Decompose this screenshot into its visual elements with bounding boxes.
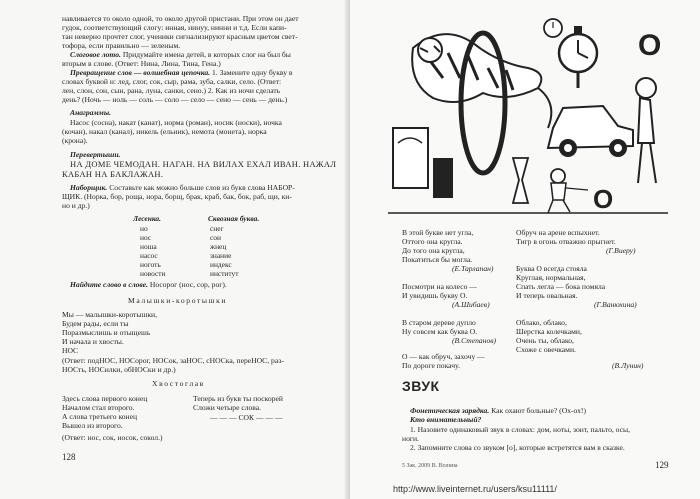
poem-line: В старом дереве дупло: [402, 318, 476, 327]
poem1-title: Малышки-коротышки: [128, 296, 228, 305]
ladder-word: насос: [140, 251, 158, 260]
poem1-line: НОС: [62, 346, 79, 355]
poem2-title: Хвостоглав: [152, 379, 205, 388]
left-page: [0, 0, 348, 499]
loto-paragraph: [70, 50, 291, 59]
anagram-line-3: (крона).: [62, 136, 88, 145]
phon-text: Как охают больные? (Ох-ох!): [491, 406, 586, 415]
phon-title: Фонетическая зарядка.: [410, 406, 490, 415]
chain-line-2: словах буквой н: лед, слог, сок, сыр, рама, зуба, салки, село. (Ответ:: [62, 77, 282, 86]
typeset-line-2: ЩИК. (Норка, бор, роща, нора, борщ, брак, краб, бак, бок, раб, щи, ки-: [62, 192, 292, 201]
ladder-word: ноша: [140, 242, 157, 251]
through-word: жнец: [210, 242, 227, 251]
find-title: Найдите слово в слове.: [70, 280, 148, 289]
poem-line: Буква О всегда стояла: [516, 264, 587, 273]
poem-line: И увидишь букву О.: [402, 291, 468, 300]
phon-paragraph: [410, 406, 586, 415]
chain-line-1: 1. Замените одну букву в: [211, 68, 293, 77]
through-word: знание: [210, 251, 232, 260]
poem-line: Покатиться бы могла.: [402, 255, 473, 264]
poem1-line: Будем рады, если ты: [62, 319, 129, 328]
task-line: 2. Запомните слова со звуком [о], которые встретятся вам в сказке.: [410, 443, 625, 452]
tiger-figure: [412, 34, 551, 128]
poem-author: (Г.Виеру): [606, 246, 636, 255]
loto-line-2: вторым в слове. (Ответ: Нина, Лина, Тина, Гена.): [62, 59, 221, 68]
typeset-title: Наборщик.: [70, 183, 108, 192]
poem-line: Тигр в огонь отважно прыгнет.: [516, 237, 616, 246]
poem-line: Посмотри на колесо —: [402, 282, 477, 291]
section-title: ЗВУК: [402, 378, 440, 394]
intro-line-2: гудок, соответствующий слогу: инная, нинуу, нинни и т.д. Если капи-: [62, 23, 287, 32]
intro-line-1: навливается то около одной, то около другой пристани. При этом он дает: [62, 14, 299, 23]
letter-o-small: O: [593, 184, 614, 214]
ladder-word: ноготь: [140, 260, 161, 269]
print-footnote: 5 Зак. 2009 В. Волина: [402, 463, 458, 469]
poem1-line: Мы — малышки-коротышки,: [62, 310, 157, 319]
typeset-line-3: но и др.): [62, 201, 90, 210]
poem2-left-line: Вышел из второго.: [62, 421, 123, 430]
find-text: Носорог (нос, сор, рог).: [149, 280, 227, 289]
poem-author: (А.Шибаев): [452, 300, 490, 309]
poem2-right-line: — — — СОК — — —: [210, 413, 283, 422]
anagram-line-1: Насос (сосна), накат (канат), норма (роман), носик (носки), ночка: [70, 118, 282, 127]
poem-author: (Г.Ванюхина): [594, 300, 637, 309]
attent-title: Кто внимательный?: [410, 415, 482, 424]
poem-line: Схоже с овечками.: [516, 345, 576, 354]
chain-paragraph: [70, 68, 293, 77]
poem-line: Облако, облако,: [516, 318, 567, 327]
poem-line: Очень ты, облако,: [516, 336, 574, 345]
poem2-right-line: Сложи четыре слова.: [193, 403, 262, 412]
loto-title: Слоговое лото.: [70, 50, 121, 59]
flip-line-2: КАБАН НА БАКЛАЖАН.: [62, 169, 164, 179]
right-page-number: 129: [655, 460, 669, 470]
poem-author: (В.Степанов): [452, 336, 497, 345]
through-word: индекс: [210, 260, 232, 269]
poem-author: (Е.Тарлапан): [452, 264, 494, 273]
letter-o-big: O: [638, 29, 662, 62]
poem-line: И теперь овальная.: [516, 291, 578, 300]
poem-line: Ну совсем как буква О.: [402, 327, 478, 336]
typeset-paragraph: [70, 183, 295, 192]
through-header: Сквозная буква.: [208, 214, 260, 223]
lamp-icon: [513, 158, 528, 203]
task-line: ноги.: [402, 434, 419, 443]
intro-line-3: тан неверно прочтет слог, ученики сигнализируют красным цветом свет-: [62, 32, 298, 41]
poem2-left-line: Началом стал второго.: [62, 403, 135, 412]
ladder-word: новости: [140, 269, 166, 278]
poem-line: Оттого она кругла.: [402, 237, 463, 246]
chain-line-4: день? (Ночь — ноль — соль — соло — село — сено — сень — день.): [62, 95, 288, 104]
anagram-title: Анаграммы.: [70, 108, 112, 117]
through-word: сон: [210, 233, 221, 242]
poem2-answer: (Ответ: нос, сок, носок, сокол.): [62, 433, 163, 442]
poem-line: До того она кругла,: [402, 246, 465, 255]
flip-line-1: НА ДОМЕ ЧЕМОДАН. НАГАН. НА ВИЛАХ ЕХАЛ ИВАН. НАЖАЛ: [70, 159, 337, 169]
pedestal-left: [393, 128, 428, 188]
cartoon-illustration: [388, 8, 668, 220]
ladder-header: Лесенка.: [133, 214, 161, 223]
poem-author: (В.Лунин): [612, 361, 644, 370]
poem1-line: НОСть, НОСилки, обНОСки и др.): [62, 365, 176, 374]
through-word: снег: [210, 224, 224, 233]
anagram-line-2: (кочан), накал (канал), никель (ельник), немота (монета), норка: [62, 127, 267, 136]
through-word: институт: [210, 269, 239, 278]
man-figure: [636, 78, 656, 183]
poem-line: Шерстка колечками,: [516, 327, 582, 336]
find-paragraph: [70, 280, 227, 289]
clock-icon: [559, 26, 597, 88]
poem2-left-line: А слова третьего конец: [62, 412, 138, 421]
car-icon: [548, 106, 633, 157]
watermark-url[interactable]: http://www.liveinternet.ru/users/ksu11111/: [393, 484, 557, 494]
left-page-number: 128: [62, 452, 76, 462]
intro-line-4: тофора, если правильно — зеленым.: [62, 41, 181, 50]
small-clock-icon: [544, 19, 562, 37]
chain-line-3: лен, слон, сон, сын, рана, луна, санки, сено.) 2. Как из ночи сделать: [62, 86, 281, 95]
poem2-left-line: Здесь слова первого конец: [62, 394, 148, 403]
poem1-line: И начала и хвосты.: [62, 337, 124, 346]
poem-line: По дороге покачу.: [402, 361, 460, 370]
poem-line: В этой букве нет угла,: [402, 228, 474, 237]
boy-figure: [548, 169, 588, 213]
chain-title: Превращение слов — волшебная цепочка.: [70, 68, 211, 77]
pedestal-dark: [433, 158, 453, 198]
flip-title: Перевертыши.: [70, 150, 121, 159]
poem-line: Спать легла — бока помяла: [516, 282, 606, 291]
ladder-word: нос: [140, 233, 152, 242]
poem-line: Обруч на арене вспыхнет.: [516, 228, 600, 237]
loto-line-1: Придумайте имена детей, в которых слог на был бы: [122, 50, 291, 59]
poem-line: О — как обруч, захочу —: [402, 352, 485, 361]
typeset-line-1: Составьте как можно больше слов из букв слова НАБОР-: [109, 183, 295, 192]
task-line: 1. Назовите одинаковый звук в словах: дом, ноты, зонт, пальто, осы,: [410, 425, 631, 434]
poem1-line: Поразмыслишь и отыщешь: [62, 328, 151, 337]
poem2-right-line: Теперь из букв ты поскорей: [193, 394, 283, 403]
poem-line: Круглая, нормальная,: [516, 273, 586, 282]
ladder-word: но: [140, 224, 148, 233]
poem1-line: (Ответ: подНОС, НОСорог, НОСок, заНОС, сНОСка, переНОС, раз-: [62, 356, 284, 365]
